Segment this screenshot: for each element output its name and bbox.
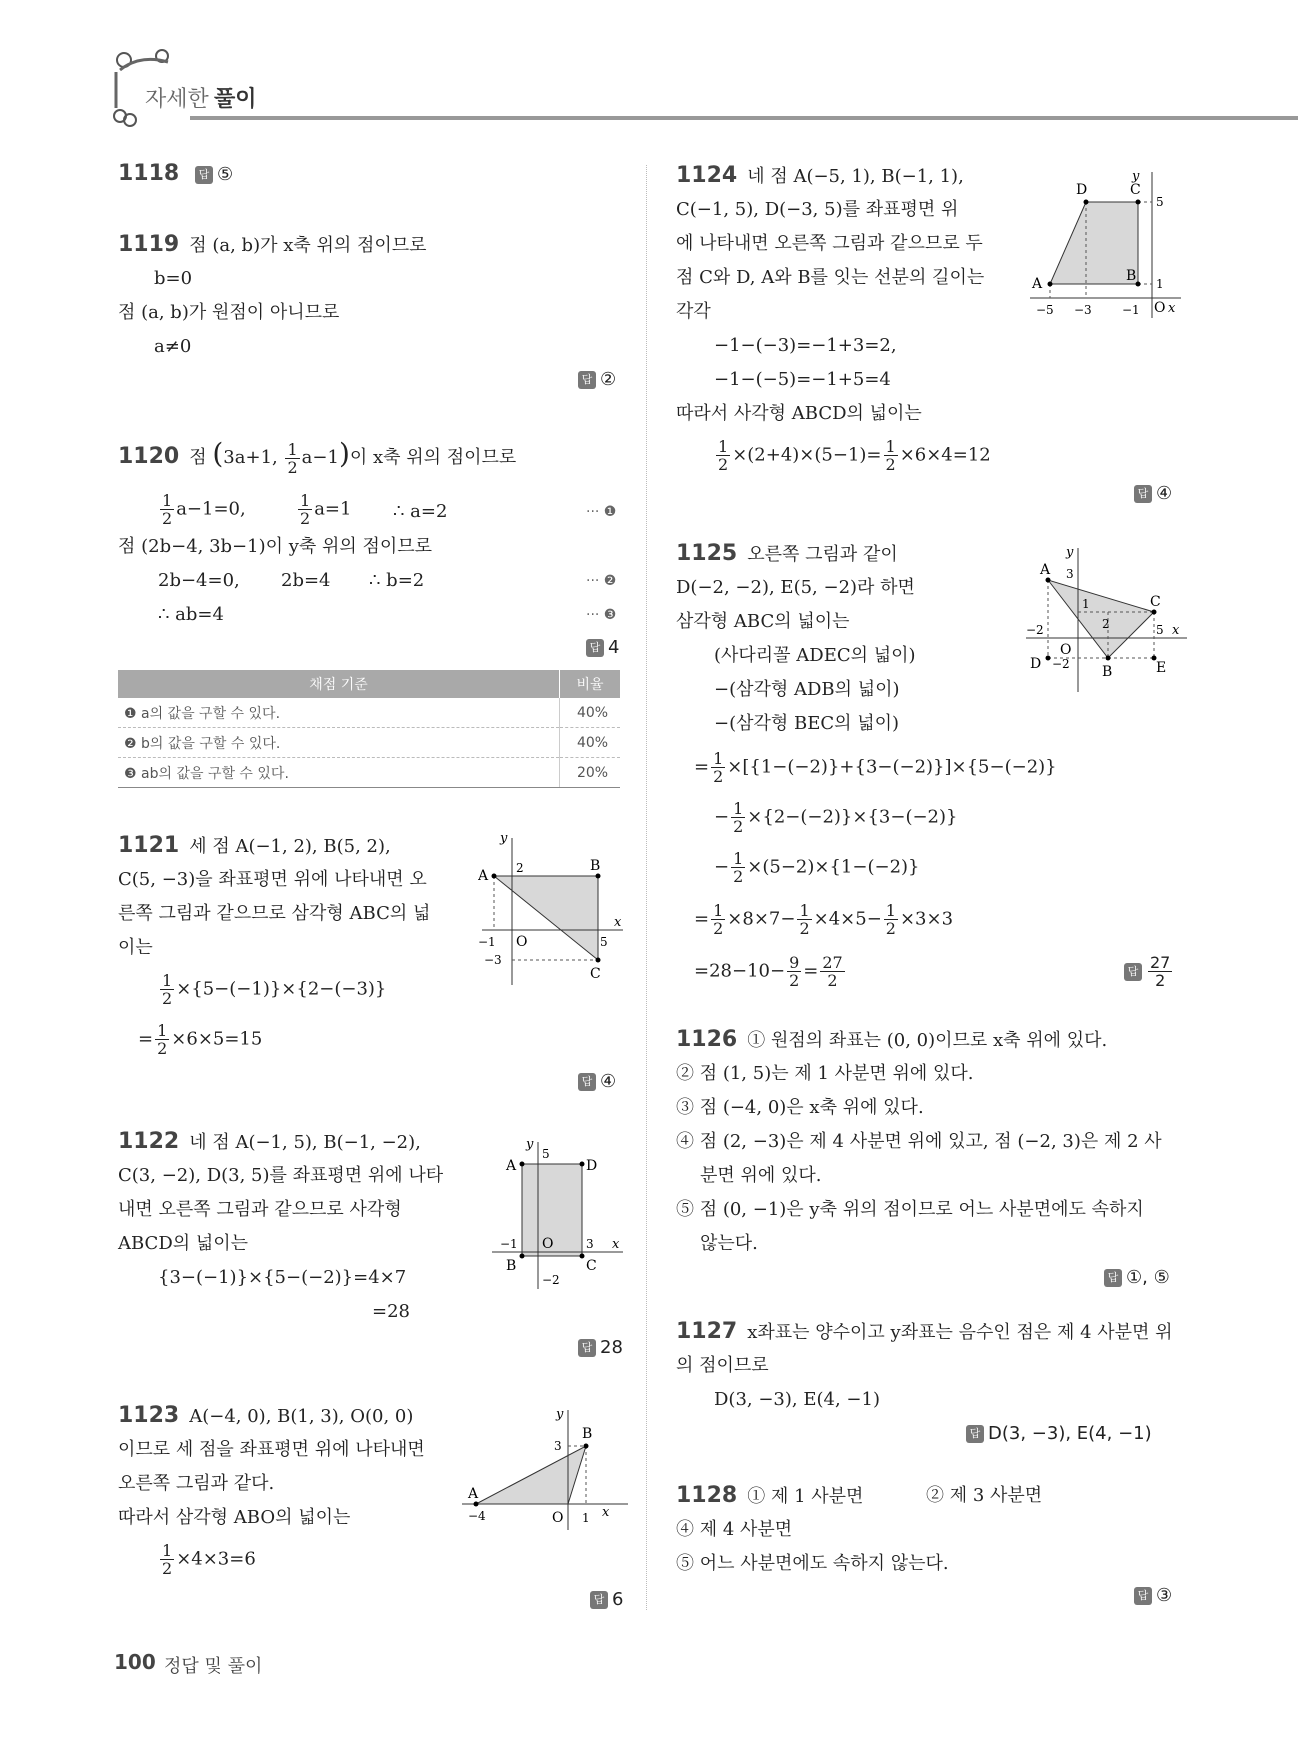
footer-label: 정답 및 풀이 [164,1656,263,1677]
svg-text:3: 3 [586,1237,594,1251]
svg-text:1: 1 [1156,277,1164,291]
svg-text:3: 3 [554,1439,562,1453]
svg-text:B: B [1126,268,1137,284]
svg-text:−1: −1 [1122,303,1140,317]
svg-text:A: A [1040,562,1051,578]
table-row: ❶ a의 값을 구할 수 있다. 40% [118,698,620,728]
svg-text:−1: −1 [500,1237,518,1251]
svg-text:−2: −2 [1026,623,1044,637]
svg-text:C: C [590,966,601,982]
svg-text:B: B [1102,664,1113,680]
answer-1128: 답 ③ [1134,1582,1172,1610]
svg-text:x: x [602,1505,610,1520]
svg-text:−4: −4 [468,1509,486,1523]
svg-text:x: x [612,1237,620,1252]
svg-text:B: B [506,1258,517,1274]
svg-text:C: C [1130,182,1141,198]
svg-text:O: O [552,1510,564,1526]
svg-text:O: O [1060,642,1072,658]
answer-1126: 답 ①, ⑤ [1104,1264,1170,1292]
svg-text:−3: −3 [1074,303,1092,317]
svg-text:A: A [468,1486,479,1502]
grading-header-criteria: 채점 기준 [118,670,560,698]
svg-text:C: C [1150,594,1161,610]
svg-text:1: 1 [1082,597,1090,611]
svg-text:y: y [500,831,508,846]
svg-text:3: 3 [1066,567,1074,581]
answer-1123: 답 6 [590,1586,623,1614]
svg-text:D: D [586,1158,598,1174]
header-title-bold: 풀이 [214,87,257,112]
svg-text:B: B [590,858,601,874]
svg-text:y: y [526,1137,534,1152]
svg-text:y: y [556,1407,564,1422]
svg-text:x: x [1172,623,1180,638]
svg-text:5: 5 [1156,195,1164,209]
answer-1127: 답 D(3, −3), E(4, −1) [966,1420,1152,1448]
svg-text:D: D [1076,182,1088,198]
grading-table [118,670,620,788]
table-row: ❷ b의 값을 구할 수 있다. 40% [118,728,620,758]
problem-1118: 1118 답 ⑤ [118,161,234,186]
svg-text:−5: −5 [1036,303,1054,317]
svg-text:−3: −3 [484,953,502,967]
svg-text:5: 5 [542,1147,550,1161]
grading-header-ratio: 비율 [560,670,621,698]
answer-1125: 답 $\frac{27}{2}$ [1124,954,1174,989]
svg-text:y: y [1066,545,1074,560]
svg-text:O: O [1154,300,1166,316]
svg-text:E: E [1156,660,1167,676]
figure-1122 [488,1134,628,1294]
svg-text:x: x [614,915,622,930]
answer-1124: 답 ④ [1134,480,1172,508]
answer-1122: 답 28 [578,1334,623,1362]
figure-1123 [458,1404,633,1534]
svg-text:5: 5 [600,935,608,949]
answer-1119: 답 ② [578,366,616,394]
svg-text:5: 5 [1156,623,1164,637]
answer-1120: 답 4 [586,634,619,662]
svg-text:A: A [478,868,489,884]
svg-text:2: 2 [1102,617,1110,631]
svg-text:y: y [1132,169,1140,184]
figure-1124 [1026,168,1186,328]
svg-text:D: D [1030,656,1042,672]
page-number: 100 [114,1650,156,1674]
answer-1121: 답 ④ [578,1068,616,1096]
svg-text:A: A [1032,276,1043,292]
header-title-light: 자세한 [145,87,209,112]
figure-1121 [478,830,628,990]
svg-text:A: A [506,1158,517,1174]
svg-text:x: x [1168,301,1176,316]
svg-text:−2: −2 [1052,657,1070,671]
svg-text:2: 2 [516,861,524,875]
header-rule [190,116,1298,120]
svg-text:B: B [582,1426,593,1442]
svg-text:1: 1 [582,1511,590,1525]
figure-1125 [1022,544,1192,694]
svg-text:−1: −1 [478,935,496,949]
column-divider [646,165,647,1610]
table-row: ❸ ab의 값을 구할 수 있다. 20% [118,758,620,788]
svg-text:O: O [516,934,528,950]
svg-text:C: C [586,1258,597,1274]
svg-text:O: O [542,1236,554,1252]
svg-text:−2: −2 [542,1273,560,1287]
